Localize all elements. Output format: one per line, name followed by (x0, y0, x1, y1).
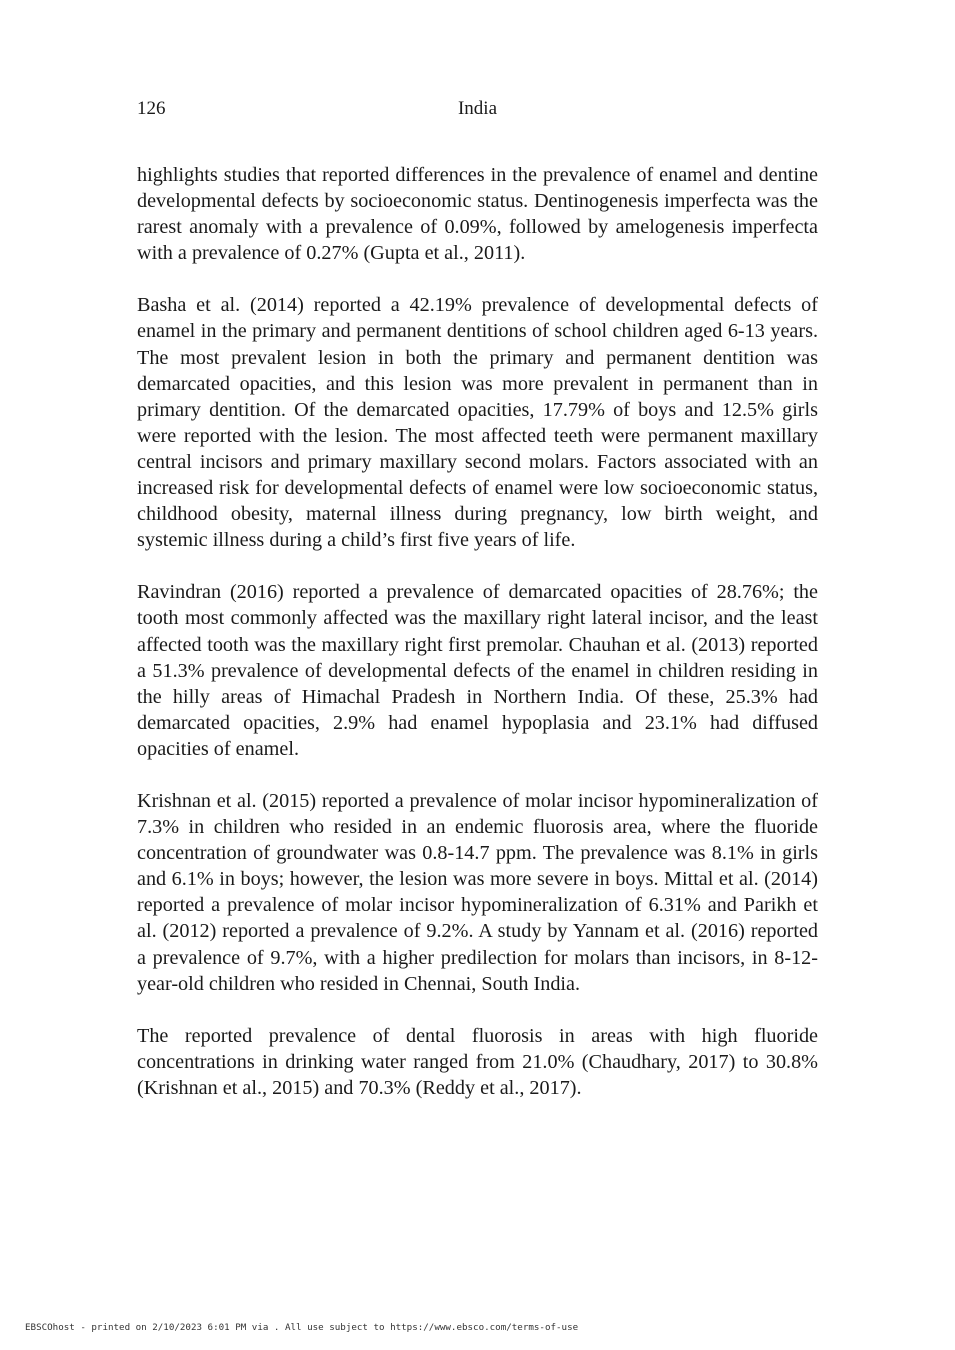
paragraph: Krishnan et al. (2015) reported a prevalence of molar incisor hypomineralization of 7.3% in children who resided in an endemic fluorosis area, where the fluoride concentration of groundwater was 0.8-14.7 ppm. The prevalence was 8.1% in girls and 6.1% in boys; however, the lesion was more severe in boys. Mittal et al. (2014) reported a prevalence of molar incisor hypomineralization of 6.31% and Parikh et al. (2012) reported a prevalence of 9.2%. A study by Yannam et al. (2016) reported a prevalence of 9.7%, with a higher predilection for molars than incisors, in 8-12-year-old children who resided in Chennai, South India. (137, 789, 818, 995)
paragraph: highlights studies that reported differences in the prevalence of enamel and dentine developmental defects by socioeconomic status. Dentinogenesis imperfecta was the rarest anomaly with a prevalence of 0.09%, followed by amelogenesis imperfecta with a prevalence of 0.27% (Gupta et al., 2011). (137, 164, 818, 265)
footer-notice: EBSCOhost - printed on 2/10/2023 6:01 PM via . All use subject to https://www.ebsco.com/terms-of-use (25, 1322, 579, 1333)
paragraph: Ravindran (2016) reported a prevalence of demarcated opacities of 28.76%; the tooth most commonly affected was the maxillary right lateral incisor, and the least affected tooth was the maxillary right first premolar. Chauhan et al. (2013) reported a 51.3% prevalence of developmental defects of the enamel in children residing in the hilly areas of Himachal Pradesh in Northern India. Of these, 25.3% had demarcated opacities, 2.9% had enamel hypoplasia and 23.1% had diffused opacities of enamel. (137, 581, 818, 760)
page-number: 126 (137, 98, 166, 119)
paragraph: The reported prevalence of dental fluorosis in areas with high fluoride concentrations in drinking water ranged from 21.0% (Chaudhary, 2017) to 30.8% (Krishnan et al., 2015) and 70.3% (Reddy et al., 2017). (137, 1024, 818, 1099)
running-title: India (457, 98, 498, 119)
body-text (137, 162, 818, 1127)
paragraph: Basha et al. (2014) reported a 42.19% prevalence of developmental defects of enamel in the primary and permanent dentitions of school children aged 6-13 years. The most prevalent lesion in both the primary and permanent dentition was demarcated opacities, and this lesion was more prevalent in permanent than in primary dentition. Of the demarcated opacities, 17.79% of boys and 12.5% girls were reported with the lesion. The most affected teeth were permanent maxillary central incisors and primary maxillary second molars. Factors associated with an increased risk for developmental defects of enamel were low socioeconomic status, childhood obesity, maternal illness during pregnancy, low birth weight, and systemic illness during a child’s first five years of life. (137, 294, 818, 552)
